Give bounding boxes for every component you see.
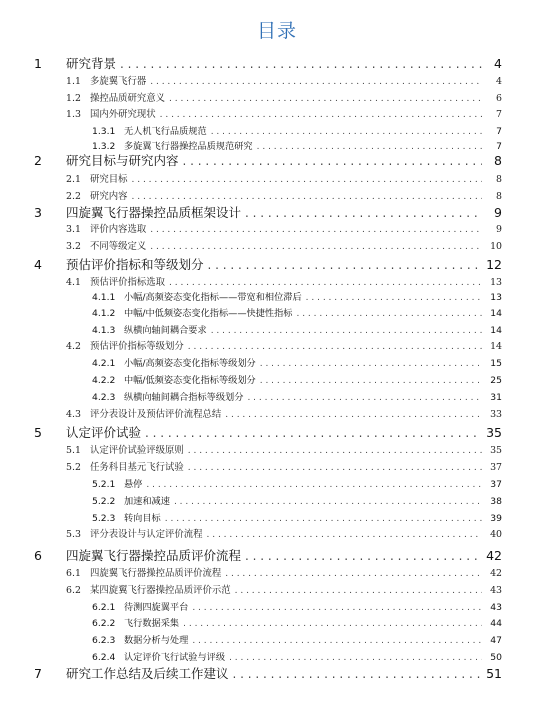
toc-entry-title: 四旋翼飞行器操控品质评价流程 <box>66 548 242 563</box>
toc-dot-leader <box>245 205 482 220</box>
toc-entry-page-number: 40 <box>490 529 502 540</box>
toc-entry-level-3[interactable] <box>0 615 554 629</box>
toc-entry-number: 4.1.2 <box>92 308 116 319</box>
toc-entry-page-number: 13 <box>490 292 502 303</box>
toc-entry-level-2[interactable] <box>0 406 554 420</box>
toc-entry-number: 1.3.2 <box>92 141 116 152</box>
toc-dot-leader <box>245 548 482 563</box>
toc-entry-title: 飞行数据采集 <box>124 618 180 629</box>
toc-entry-number: 2 <box>34 153 42 168</box>
toc-entry-page-number: 8 <box>496 174 502 185</box>
toc-entry-level-1[interactable] <box>0 255 554 273</box>
toc-dot-leader <box>296 308 482 319</box>
toc-entry-page-number: 13 <box>490 277 502 288</box>
toc-entry-title: 认定评价飞行试验与评级 <box>124 652 226 663</box>
toc-entry-number: 7 <box>34 666 42 681</box>
toc-entry-level-2[interactable] <box>0 106 554 120</box>
toc-entry-title: 研究目标与研究内容 <box>66 153 179 168</box>
toc-entry-title: 纵横向轴间耦合要求 <box>124 325 207 336</box>
toc-entry-number: 1 <box>34 56 42 71</box>
toc-dot-leader <box>192 635 482 646</box>
toc-entry-number: 2.2 <box>66 191 81 202</box>
toc-entry-page-number: 50 <box>490 652 502 663</box>
toc-dot-leader <box>145 425 482 440</box>
toc-dot-leader <box>225 568 482 579</box>
toc-entry-page-number: 7 <box>496 126 502 137</box>
toc-entry-page-number: 8 <box>494 153 502 168</box>
toc-entry-title: 评分表设计与认定评价流程 <box>90 529 203 540</box>
toc-entry-level-2[interactable] <box>0 582 554 596</box>
toc-entry-number: 1.3 <box>66 109 81 120</box>
toc-dot-leader <box>306 292 482 303</box>
toc-entry-number: 4.2.2 <box>92 375 116 386</box>
toc-entry-number: 6.2 <box>66 585 81 596</box>
toc-dot-leader <box>208 257 482 272</box>
toc-entry-number: 5.2 <box>66 462 81 473</box>
toc-entry-number: 6.1 <box>66 568 81 579</box>
toc-entry-level-2[interactable] <box>0 221 554 235</box>
toc-entry-page-number: 8 <box>496 191 502 202</box>
toc-entry-level-2[interactable] <box>0 171 554 185</box>
toc-entry-number: 6.2.1 <box>92 602 116 613</box>
toc-entry-level-3[interactable] <box>0 372 554 386</box>
toc-entry-title: 操控品质研究意义 <box>90 93 166 104</box>
toc-dot-leader <box>233 666 482 681</box>
toc-entry-level-3[interactable] <box>0 123 554 137</box>
toc-entry-page-number: 31 <box>490 392 502 403</box>
toc-dot-leader <box>207 529 482 540</box>
toc-entry-page-number: 14 <box>490 341 502 352</box>
toc-entry-level-3[interactable] <box>0 289 554 303</box>
toc-entry-level-3[interactable] <box>0 476 554 490</box>
toc-dot-leader <box>165 513 482 524</box>
toc-entry-page-number: 6 <box>496 93 502 104</box>
toc-entry-title: 转向目标 <box>124 513 161 524</box>
toc-entry-level-3[interactable] <box>0 305 554 319</box>
toc-entry-number: 5.1 <box>66 445 81 456</box>
toc-dot-leader <box>150 224 482 235</box>
toc-entry-page-number: 44 <box>490 618 502 629</box>
toc-dot-leader <box>150 76 482 87</box>
toc-entry-number: 5.2.3 <box>92 513 116 524</box>
toc-entry-page-number: 15 <box>490 358 502 369</box>
toc-entry-level-2[interactable] <box>0 238 554 252</box>
toc-entry-number: 1.2 <box>66 93 81 104</box>
toc-entry-title: 认定评价试验评级原则 <box>90 445 184 456</box>
toc-entry-number: 4.1 <box>66 277 81 288</box>
toc-entry-title: 多旋翼飞行器 <box>90 76 147 87</box>
toc-entry-number: 4.3 <box>66 409 81 420</box>
toc-dot-leader <box>260 375 482 386</box>
toc-entry-number: 3.2 <box>66 241 81 252</box>
toc-dot-leader <box>260 358 482 369</box>
toc-dot-leader <box>132 191 482 202</box>
toc-dot-leader <box>150 241 482 252</box>
toc-entry-level-3[interactable] <box>0 510 554 524</box>
toc-entry-level-1[interactable] <box>0 664 554 682</box>
toc-dot-leader <box>169 277 482 288</box>
toc-entry-page-number: 12 <box>486 257 502 272</box>
toc-entry-page-number: 14 <box>490 325 502 336</box>
toc-dot-leader <box>247 392 482 403</box>
toc-entry-number: 4.2 <box>66 341 81 352</box>
toc-entry-number: 1.1 <box>66 76 81 87</box>
toc-entry-level-2[interactable] <box>0 73 554 87</box>
toc-entry-level-2[interactable] <box>0 526 554 540</box>
toc-entry-page-number: 51 <box>486 666 502 681</box>
toc-entry-page-number: 9 <box>496 224 502 235</box>
toc-dot-leader <box>160 109 482 120</box>
toc-entry-title: 研究内容 <box>90 191 128 202</box>
toc-entry-page-number: 37 <box>490 462 502 473</box>
toc-entry-title: 四旋翼飞行器操控品质评价流程 <box>90 568 222 579</box>
toc-entry-number: 4.1.3 <box>92 325 116 336</box>
toc-dot-leader <box>188 462 482 473</box>
toc-entry-level-1[interactable] <box>0 423 554 441</box>
toc-entry-title: 预估评价指标和等级划分 <box>66 257 204 272</box>
toc-dot-leader <box>225 409 482 420</box>
toc-entry-number: 6.2.3 <box>92 635 116 646</box>
toc-dot-leader <box>229 652 482 663</box>
toc-entry-title: 四旋翼飞行器操控品质框架设计 <box>66 205 242 220</box>
toc-entry-title: 认定评价试验 <box>66 425 142 440</box>
toc-dot-leader <box>132 174 482 185</box>
toc-heading: 目录 <box>256 20 297 42</box>
toc-entry-level-3[interactable] <box>0 599 554 613</box>
toc-entry-title: 研究工作总结及后续工作建议 <box>66 666 229 681</box>
toc-entry-page-number: 7 <box>496 141 502 152</box>
toc-entry-title: 评价内容选取 <box>90 224 147 235</box>
toc-dot-leader <box>169 93 482 104</box>
toc-entry-title: 无人机飞行品质规范 <box>124 126 207 137</box>
toc-entry-number: 1.3.1 <box>92 126 116 137</box>
toc-entry-page-number: 9 <box>494 205 502 220</box>
toc-entry-title: 国内外研究现状 <box>90 109 156 120</box>
toc-entry-title: 加速和减速 <box>124 496 170 507</box>
toc-entry-page-number: 38 <box>490 496 502 507</box>
toc-entry-number: 2.1 <box>66 174 81 185</box>
toc-entry-level-3[interactable] <box>0 493 554 507</box>
toc-entry-level-1[interactable] <box>0 203 554 221</box>
toc-entry-page-number: 42 <box>486 548 502 563</box>
toc-entry-level-3[interactable] <box>0 649 554 663</box>
toc-entry-title: 不同等级定义 <box>90 241 147 252</box>
toc-entry-page-number: 37 <box>490 479 502 490</box>
toc-entry-level-1[interactable] <box>0 151 554 169</box>
toc-dot-leader <box>192 602 482 613</box>
toc-entry-number: 5.2.1 <box>92 479 116 490</box>
toc-dot-leader <box>188 341 482 352</box>
toc-entry-title: 中幅/中低频姿态变化指标——快捷性指标 <box>124 308 293 319</box>
toc-entry-title: 多旋翼飞行器操控品质规范研究 <box>124 141 253 152</box>
toc-entry-page-number: 47 <box>490 635 502 646</box>
toc-entry-title: 预估评价指标选取 <box>90 277 166 288</box>
toc-dot-leader <box>235 585 482 596</box>
toc-entry-title: 评分表设计及预估评价流程总结 <box>90 409 222 420</box>
toc-entry-page-number: 35 <box>486 425 502 440</box>
toc-entry-title: 任务科目基元飞行试验 <box>90 462 184 473</box>
toc-dot-leader <box>188 445 482 456</box>
toc-entry-page-number: 39 <box>490 513 502 524</box>
toc-entry-title: 某四旋翼飞行器操控品质评价示范 <box>90 585 231 596</box>
toc-entry-number: 3 <box>34 205 42 220</box>
toc-entry-level-2[interactable] <box>0 338 554 352</box>
toc-entry-page-number: 42 <box>490 568 502 579</box>
toc-entry-number: 6.2.4 <box>92 652 116 663</box>
toc-entry-number: 5.3 <box>66 529 81 540</box>
toc-entry-level-3[interactable] <box>0 355 554 369</box>
toc-entry-title: 悬停 <box>124 479 143 490</box>
toc-entry-level-3[interactable] <box>0 389 554 403</box>
toc-entry-number: 4 <box>34 257 42 272</box>
toc-entry-level-2[interactable] <box>0 459 554 473</box>
toc-entry-level-1[interactable] <box>0 546 554 564</box>
toc-entry-title: 研究目标 <box>90 174 128 185</box>
toc-entry-title: 小幅/高频姿态变化指标等级划分 <box>124 358 256 369</box>
toc-entry-page-number: 43 <box>490 585 502 596</box>
toc-entry-number: 3.1 <box>66 224 81 235</box>
toc-entry-title: 中幅/低频姿态变化指标等级划分 <box>124 375 256 386</box>
toc-entry-page-number: 10 <box>490 241 502 252</box>
toc-dot-leader <box>183 618 482 629</box>
toc-entry-page-number: 14 <box>490 308 502 319</box>
toc-dot-leader <box>211 325 482 336</box>
toc-entry-number: 6 <box>34 548 42 563</box>
toc-entry-page-number: 7 <box>496 109 502 120</box>
toc-entry-title: 纵横向轴间耦合指标等级划分 <box>124 392 244 403</box>
toc-entry-level-2[interactable] <box>0 90 554 104</box>
toc-entry-number: 6.2.2 <box>92 618 116 629</box>
toc-entry-number: 5.2.2 <box>92 496 116 507</box>
toc-entry-level-3[interactable] <box>0 632 554 646</box>
toc-entry-title: 待测四旋翼平台 <box>124 602 189 613</box>
toc-entry-title: 预估评价指标等级划分 <box>90 341 184 352</box>
toc-entry-level-2[interactable] <box>0 188 554 202</box>
toc-entry-level-2[interactable] <box>0 565 554 579</box>
toc-entry-page-number: 4 <box>496 76 502 87</box>
toc-entry-number: 5 <box>34 425 42 440</box>
toc-dot-leader <box>211 126 482 137</box>
toc-entry-page-number: 35 <box>490 445 502 456</box>
toc-entry-level-2[interactable] <box>0 442 554 456</box>
toc-entry-number: 4.2.3 <box>92 392 116 403</box>
toc-dot-leader <box>174 496 482 507</box>
toc-entry-page-number: 43 <box>490 602 502 613</box>
toc-entry-number: 4.1.1 <box>92 292 116 303</box>
toc-entry-level-2[interactable] <box>0 274 554 288</box>
toc-entry-title: 数据分析与处理 <box>124 635 189 646</box>
toc-entry-level-3[interactable] <box>0 138 554 152</box>
toc-dot-leader <box>183 153 482 168</box>
toc-entry-number: 4.2.1 <box>92 358 116 369</box>
toc-entry-page-number: 4 <box>494 56 502 71</box>
toc-dot-leader <box>146 479 482 490</box>
toc-entry-title: 小幅/高频姿态变化指标——带宽和相位滞后 <box>124 292 302 303</box>
toc-entry-level-3[interactable] <box>0 322 554 336</box>
toc-entry-page-number: 25 <box>490 375 502 386</box>
toc-entry-page-number: 33 <box>490 409 502 420</box>
toc-entry-title: 研究背景 <box>66 56 117 71</box>
toc-dot-leader <box>120 56 482 71</box>
toc-entry-level-1[interactable] <box>0 54 554 72</box>
